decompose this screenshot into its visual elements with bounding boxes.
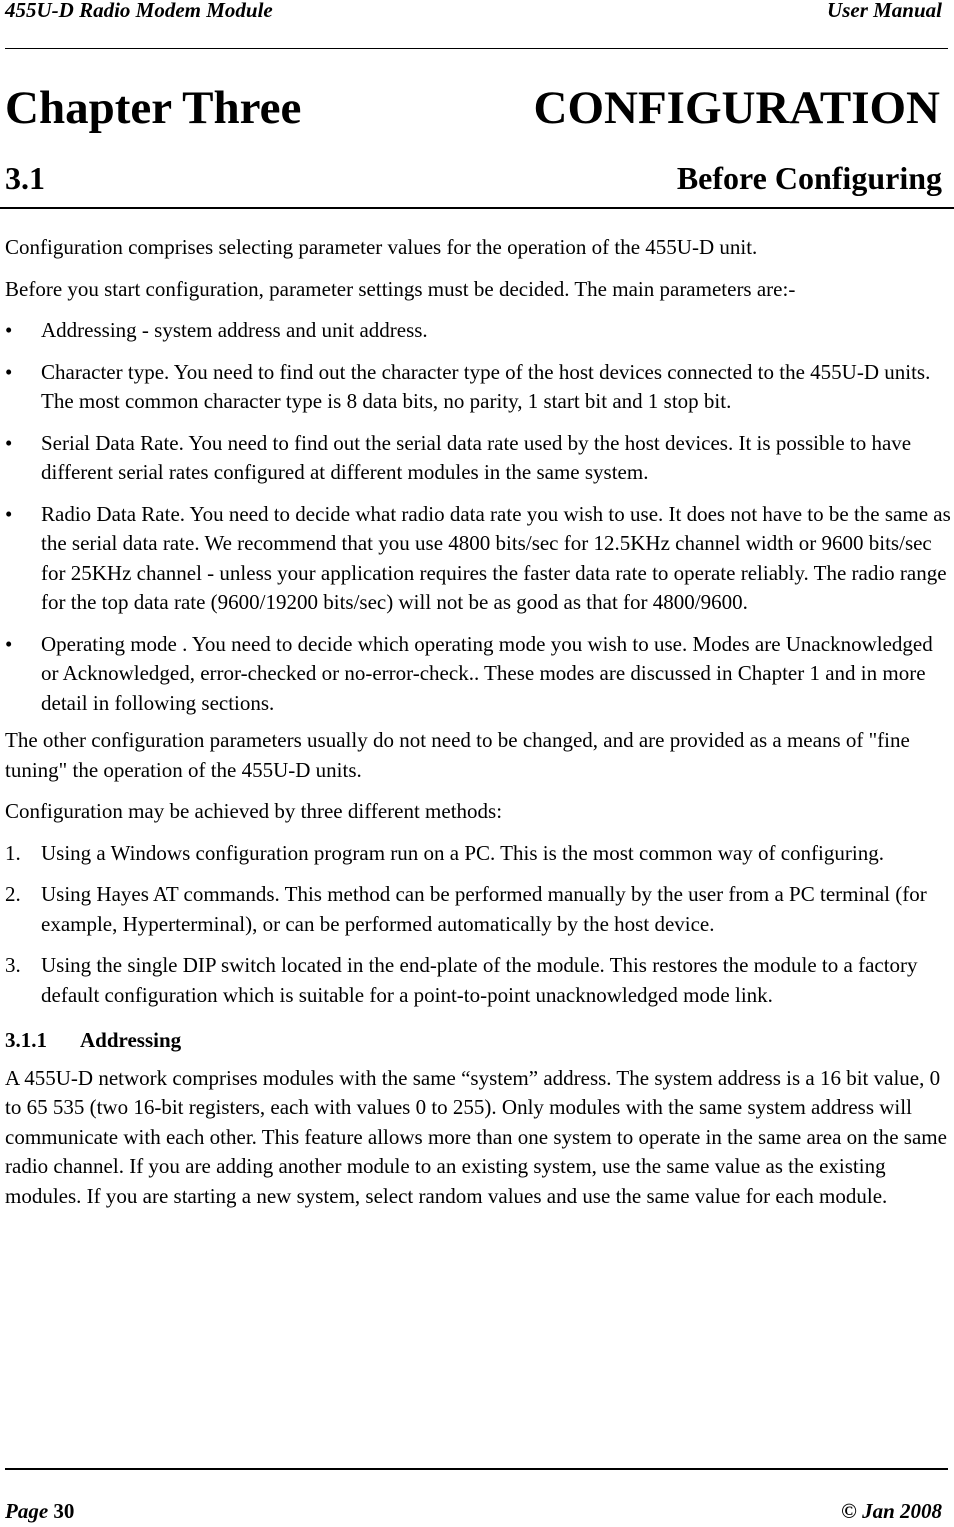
- chapter-title: CONFIGURATION: [533, 82, 940, 134]
- page-header: [5, 0, 942, 30]
- list-item: [5, 316, 951, 346]
- chapter-heading: [5, 82, 940, 134]
- header-rule: [5, 48, 948, 49]
- list-number: 1.: [5, 840, 21, 865]
- section-number: 3.1: [5, 160, 45, 196]
- body-paragraph: Configuration may be achieved by three different methods:: [5, 799, 503, 823]
- parameter-list: [5, 316, 951, 718]
- list-item-text: Serial Data Rate. You need to find out the serial data rate used by the host devices. It is possible to have different serial rates configured at different modules in the same system.: [41, 430, 912, 484]
- bullet-icon: •: [5, 359, 13, 384]
- bullet-icon: •: [5, 430, 13, 455]
- page-number: 30: [53, 1499, 75, 1523]
- list-item-text: Operating mode . You need to decide which operating mode you wish to use. Modes are Unacknowledged or Acknowledged, error-checked or no-error-check.. These modes are discussed in Chapter 1 and in more detail in following sections.: [41, 631, 933, 715]
- section-rule: [0, 207, 954, 209]
- bullet-icon: •: [5, 318, 13, 342]
- footer-rule: [5, 1468, 948, 1470]
- footer-page-number: [5, 1499, 74, 1524]
- list-item: [5, 429, 951, 488]
- body-paragraph: The other configuration parameters usually do not need to be changed, and are provided as a means of "fine tuning" the operation of the 455U-D units.: [5, 728, 910, 782]
- page-label: Page: [5, 1499, 49, 1523]
- list-item-text: Addressing - system address and unit address.: [41, 318, 428, 342]
- section-heading: [5, 158, 942, 198]
- addressing-paragraph: A 455U-D network comprises modules with the same “system” address. The system address is a 16 bit value, 0 to 65 535 (two 16-bit registers, each with values 0 to 255). Only modules with the same system address will communicate with each other. This feature allows more than one system to operate in the same area on the same radio channel. If you are adding another module to an existing system, use the same value as the existing modules. If you are starting a new system, select random values and use the same value for each module.: [5, 1065, 947, 1208]
- list-number: 3.: [5, 953, 21, 977]
- list-item-text: Using the single DIP switch located in the end-plate of the module. This restores the module to a factory default configuration which is suitable for a point-to-point unacknowledged mode link.: [41, 953, 918, 1007]
- chapter-number: Chapter Three: [5, 82, 302, 134]
- list-item: [5, 358, 951, 417]
- page-footer: [5, 1499, 942, 1527]
- intro-paragraph: Before you start configuration, parameter settings must be decided. The main parameters are:-: [5, 276, 796, 301]
- page-body: [5, 233, 951, 1223]
- list-item-text: Radio Data Rate. You need to decide what radio data rate you wish to use. It does not have to be the same as the serial data rate. We recommend that you use 4800 bits/sec for 12.5KHz channel width or 9600 bits/sec for 25KHz channel - unless your application requires the faster data rate to operate reliably. The radio range for the top data rate (9600/19200 bits/sec) will not be as good as that for 4800/9600.: [41, 501, 951, 614]
- bullet-icon: •: [5, 501, 13, 526]
- intro-paragraph: Configuration comprises selecting parameter values for the operation of the 455U-D unit.: [5, 235, 758, 259]
- bullet-icon: •: [5, 631, 13, 656]
- section-title: Before Configuring: [676, 160, 942, 196]
- subsection-heading: [5, 1026, 951, 1056]
- list-item: [5, 839, 951, 869]
- list-item: [5, 500, 951, 618]
- header-doc-title: 455U-D Radio Modem Module: [5, 0, 273, 22]
- list-item: [5, 880, 951, 939]
- list-number: 2.: [5, 882, 21, 906]
- header-manual-label: User Manual: [827, 0, 942, 22]
- methods-list: [5, 839, 951, 1011]
- list-item: [5, 630, 951, 719]
- list-item-text: Using Hayes AT commands. This method can be performed manually by the user from a PC terminal (for example, Hyperterminal), or can be performed automatically by the host device.: [41, 882, 927, 936]
- list-item-text: Character type. You need to find out the character type of the host devices connected to the 455U-D units. The most common character type is 8 data bits, no parity, 1 start bit and 1 stop bit.: [41, 359, 931, 413]
- list-item: [5, 951, 951, 1010]
- subsection-title: Addressing: [80, 1028, 182, 1052]
- list-item-text: Using a Windows configuration program run on a PC. This is the most common way of configuring.: [41, 840, 884, 865]
- subsection-number: 3.1.1: [5, 1028, 47, 1052]
- footer-copyright: © Jan 2008: [841, 1499, 942, 1523]
